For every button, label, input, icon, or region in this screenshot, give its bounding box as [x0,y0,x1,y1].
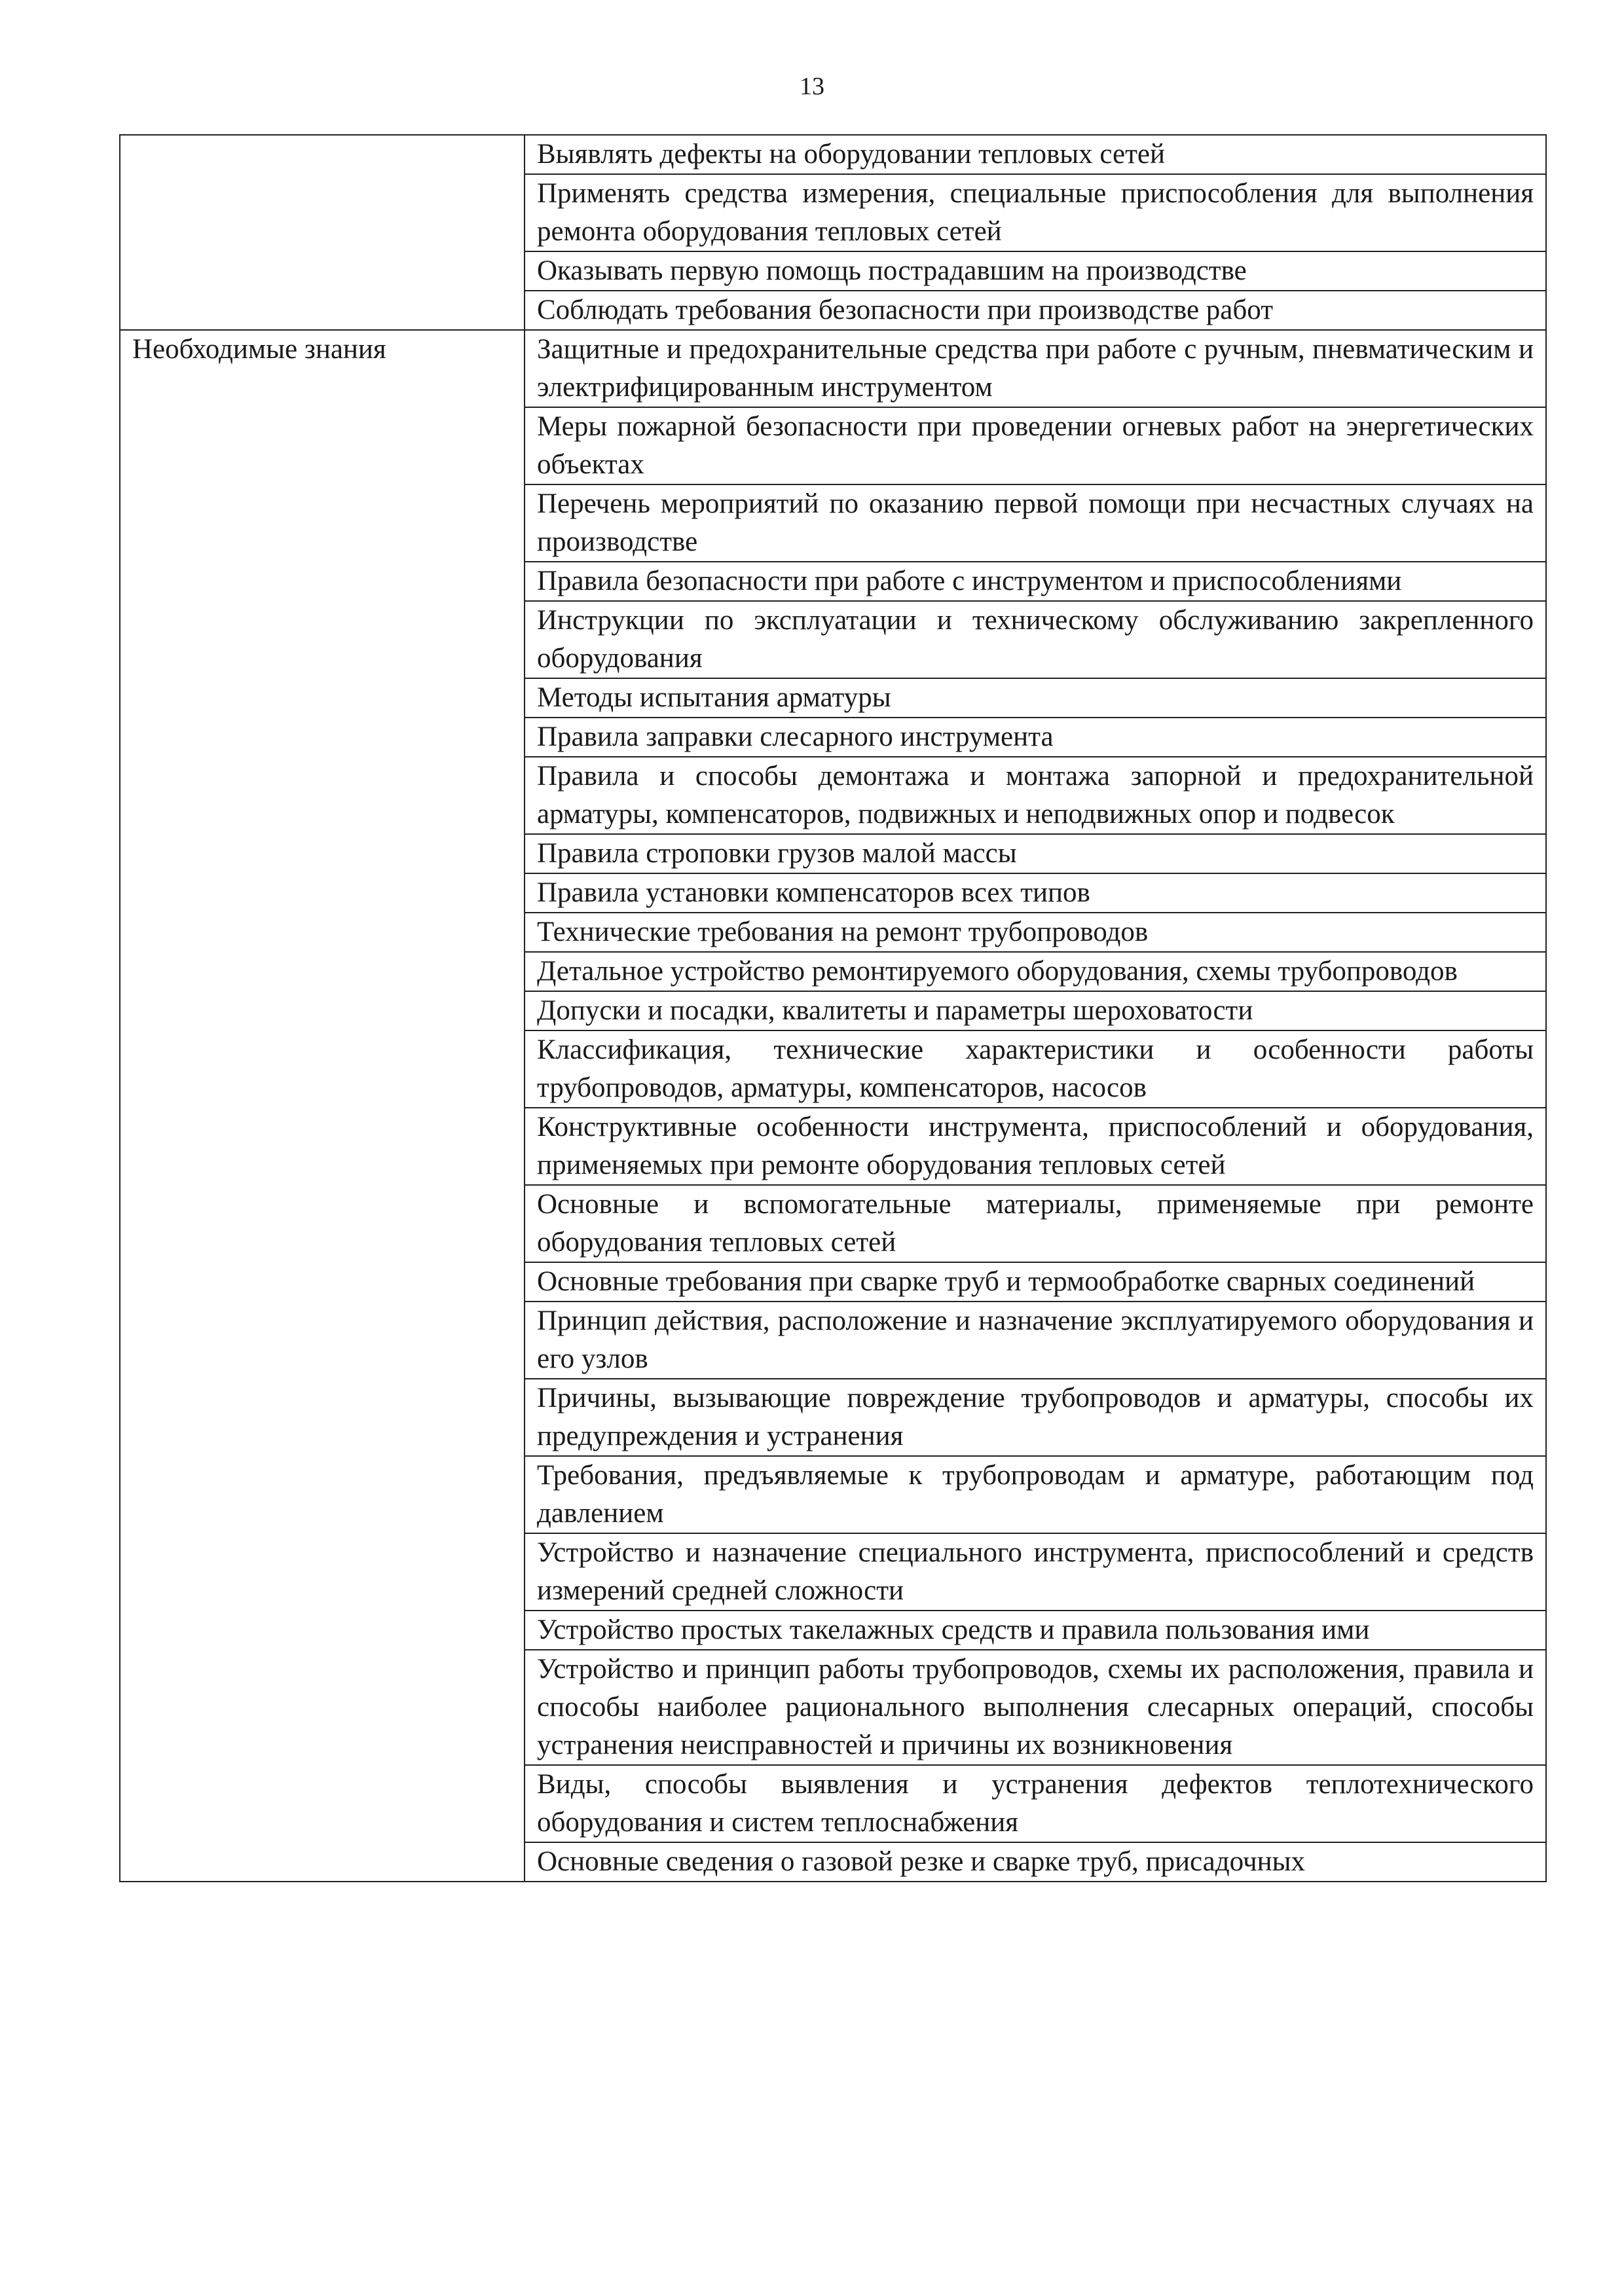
knowledge-item: Принцип действия, расположение и назначение эксплуатируемого оборудования и его узлов [525,1302,1546,1379]
skill-item: Применять средства измерения, специальные приспособления для выполнения ремонта оборудования тепловых сетей [525,174,1546,251]
knowledge-item: Детальное устройство ремонтируемого оборудования, схемы трубопроводов [525,952,1546,991]
knowledge-item: Виды, способы выявления и устранения дефектов теплотехнического оборудования и систем теплоснабжения [525,1765,1546,1842]
knowledge-item: Основные и вспомогательные материалы, применяемые при ремонте оборудования тепловых сетей [525,1185,1546,1262]
knowledge-item: Устройство и назначение специального инструмента, приспособлений и средств измерений средней сложности [525,1533,1546,1611]
skill-item: Соблюдать требования безопасности при производстве работ [525,291,1546,330]
knowledge-item: Требования, предъявляемые к трубопроводам и арматуре, работающим под давлением [525,1456,1546,1533]
knowledge-item: Инструкции по эксплуатации и техническому обслуживанию закрепленного оборудования [525,601,1546,678]
requirements-table [119,134,1547,1882]
skills-label-cell [120,135,525,330]
table-row [120,135,1546,174]
table-row [120,330,1546,407]
knowledge-item: Устройство простых такелажных средств и правила пользования ими [525,1611,1546,1650]
knowledge-item: Перечень мероприятий по оказанию первой помощи при несчастных случаях на производстве [525,484,1546,562]
knowledge-item: Меры пожарной безопасности при проведении огневых работ на энергетических объектах [525,407,1546,484]
knowledge-item: Правила и способы демонтажа и монтажа запорной и предохранительной арматуры, компенсаторов, подвижных и неподвижных опор и подвесок [525,757,1546,834]
knowledge-item: Устройство и принцип работы трубопроводов, схемы их расположения, правила и способы наиболее рационального выполнения слесарных операций, способы устранения неисправностей и причины их возникновения [525,1650,1546,1765]
skill-item: Оказывать первую помощь пострадавшим на производстве [525,251,1546,291]
knowledge-item: Основные сведения о газовой резке и сварке труб, присадочных [525,1842,1546,1882]
page-number: 13 [800,73,824,100]
knowledge-item: Конструктивные особенности инструмента, приспособлений и оборудования, применяемых при ремонте оборудования тепловых сетей [525,1108,1546,1185]
knowledge-item: Основные требования при сварке труб и термообработке сварных соединений [525,1262,1546,1302]
knowledge-item: Технические требования на ремонт трубопроводов [525,913,1546,952]
knowledge-item: Защитные и предохранительные средства при работе с ручным, пневматическим и электрифицированным инструментом [525,330,1546,407]
knowledge-item: Правила безопасности при работе с инструментом и приспособлениями [525,562,1546,601]
knowledge-item: Допуски и посадки, квалитеты и параметры шероховатости [525,991,1546,1030]
knowledge-item: Причины, вызывающие повреждение трубопроводов и арматуры, способы их предупреждения и устранения [525,1379,1546,1456]
knowledge-item: Правила заправки слесарного инструмента [525,718,1546,757]
knowledge-item: Методы испытания арматуры [525,678,1546,718]
knowledge-item: Классификация, технические характеристики и особенности работы трубопроводов, арматуры, компенсаторов, насосов [525,1030,1546,1108]
knowledge-label: Необходимые знания [120,330,525,1882]
knowledge-item: Правила установки компенсаторов всех типов [525,873,1546,913]
skill-item: Выявлять дефекты на оборудовании тепловых сетей [525,135,1546,174]
knowledge-item: Правила строповки грузов малой массы [525,834,1546,873]
